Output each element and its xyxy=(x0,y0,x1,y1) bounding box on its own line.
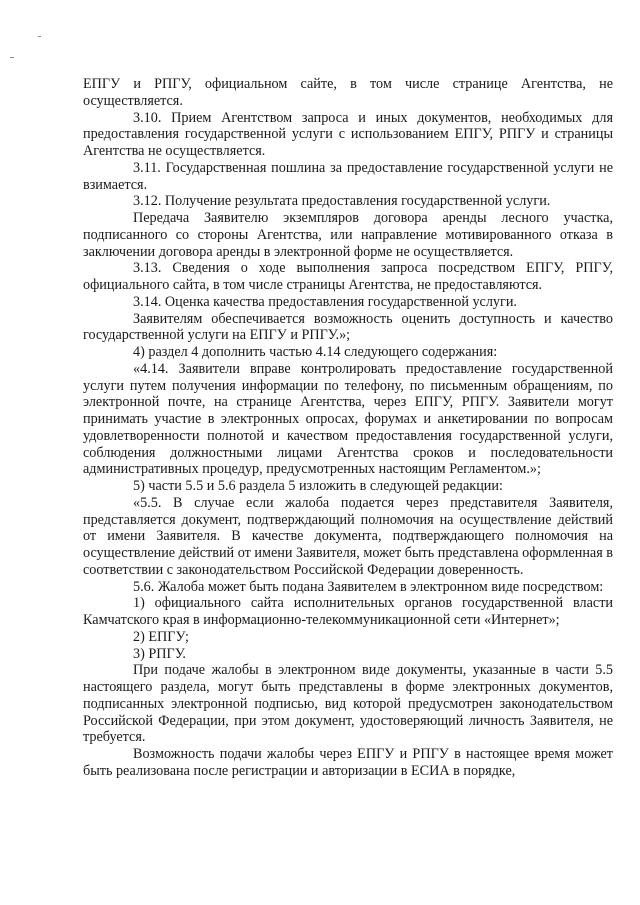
paragraph: Заявителям обеспечивается возможность оценить доступность и качество государственной услуги на ЕПГУ и РПГУ.»; xyxy=(83,310,613,344)
paragraph: «5.5. В случае если жалоба подается через представителя Заявителя, представляется документ, подтверждающий полномочия на осуществление действий от имени Заявителя. В качестве документа, подтверждающего полномочия на осуществление действий от имени Заявителя, может быть представлена оформленная в соответствии с законодательством Российской Федерации доверенность. xyxy=(83,494,613,578)
document-page xyxy=(83,76,613,780)
paragraph: Передача Заявителю экземпляров договора аренды лесного участка, подписанного со стороны Агентства, или направление мотивированного отказа в заключении договора аренды в электронной форме не осуществляется. xyxy=(83,210,613,260)
list-item: 2) ЕПГУ; xyxy=(133,628,189,645)
scan-speck xyxy=(10,57,14,58)
paragraph: 5) части 5.5 и 5.6 раздела 5 изложить в следующей редакции: xyxy=(133,478,503,494)
list-item: 1) официального сайта исполнительных органов государственной власти Камчатского края в информационно-телекоммуникационной сети «Интернет»; xyxy=(83,595,613,628)
list-item: 3) РПГУ. xyxy=(133,645,186,662)
paragraph: 4) раздел 4 дополнить частью 4.14 следующего содержания: xyxy=(133,344,498,360)
paragraph: При подаче жалобы в электронном виде документы, указанные в части 5.5 настоящего раздела, могут быть представлены в форме электронных документов, подписанных электронной подписью, вид которой предусмотрен законодательством Российской Федерации, при этом документ, удостоверяющий личность Заявителя, не требуется. xyxy=(83,662,613,746)
paragraph: 3.11. Государственная пошлина за предоставление государственной услуги не взимается. xyxy=(83,159,613,193)
paragraph: «4.14. Заявители вправе контролировать предоставление государственной услуги путем получения информации по телефону, по письменным обращениям, по электронной почте, на странице Агентства, через ЕПГУ, РПГУ. Заявители могут принимать участие в электронных опросах, форумах и анкетировании по вопросам удовлетворенности полнотой и качеством предоставления государственной услуги, соблюдения должностными лицами Агентства сроков и последовательности административных процедур, предусмотренных настоящим Регламентом.»; xyxy=(83,360,613,478)
paragraph: 3.14. Оценка качества предоставления государственной услуги. xyxy=(133,293,517,310)
scan-speck xyxy=(38,36,41,37)
paragraph: 3.12. Получение результата предоставления государственной услуги. xyxy=(133,193,551,210)
paragraph: 3.10. Прием Агентством запроса и иных документов, необходимых для предоставления государственной услуги с использованием ЕПГУ, РПГУ и страницы Агентства не осуществляется. xyxy=(83,109,613,159)
paragraph: Возможность подачи жалобы через ЕПГУ и РПГУ в настоящее время может быть реализована после регистрации и авторизации в ЕСИА в порядке, xyxy=(83,746,613,779)
paragraph: 3.13. Сведения о ходе выполнения запроса посредством ЕПГУ, РПГУ, официального сайта, в том числе страницы Агентства, не предоставляются. xyxy=(83,260,613,293)
paragraph: ЕПГУ и РПГУ, официальном сайте, в том числе странице Агентства, не осуществляется. xyxy=(83,76,613,109)
paragraph: 5.6. Жалоба может быть подана Заявителем в электронном виде посредством: xyxy=(133,578,604,595)
